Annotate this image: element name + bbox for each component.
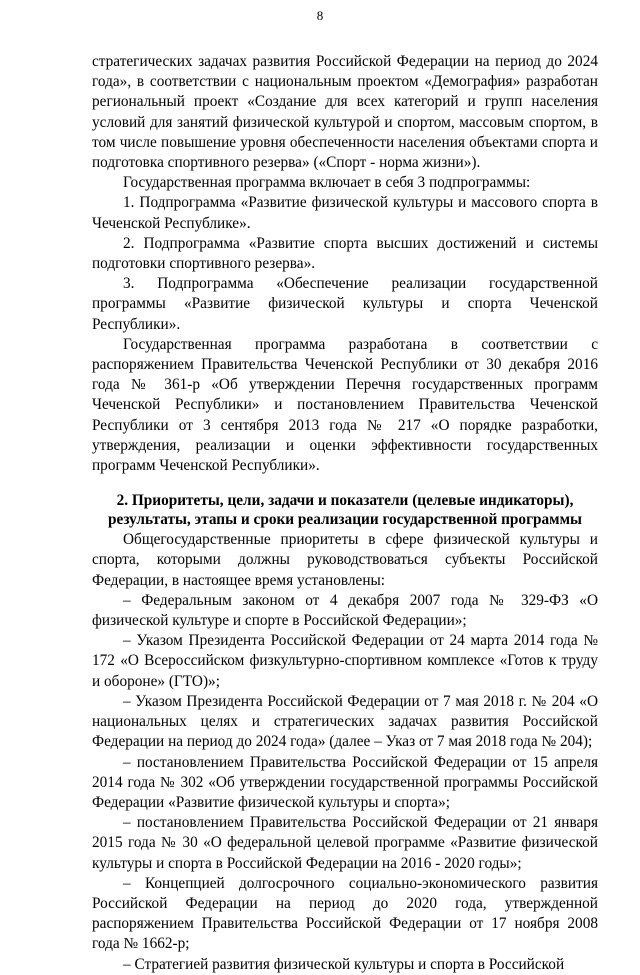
list-item-resolution-30: – постановлением Правительства Российской Федерации от 21 января 2015 года № 30 «О федеральной целевой программе «Развитие физической культуры и спорта в Российской Федерации на 2016 - 2020 годы»; <box>92 814 598 872</box>
subprogram-item-2: 2. Подпрограмма «Развитие спорта высших достижений и системы подготовки спортивного резерва». <box>92 234 598 273</box>
paragraph-subprograms-intro: Государственная программа включает в себя 3 подпрограммы: <box>123 174 531 192</box>
subprogram-item-3: 3. Подпрограмма «Обеспечение реализации государственной программы «Развитие физической культуры и спорта Чеченской Республики». <box>92 275 598 333</box>
paragraph-priorities-intro: Общегосударственные приоритеты в сфере физической культуры и спорта, которыми должны руководствоваться субъекты Российской Федерации, в настоящее время установлены: <box>92 531 598 589</box>
document-body <box>92 52 598 975</box>
paragraph-continuation: стратегических задачах развития Российской Федерации на период до 2024 года», в соответствии с национальным проектом «Демография» разработан региональный проект «Создание для всех категорий и групп населения условий для занятий физической культурой и спортом, массовым спортом, в том числе повышение уровня обеспеченности населения объектами спорта и подготовка спортивного резерва» («Спорт - норма жизни»). <box>92 53 598 172</box>
page-number: 8 <box>316 8 324 23</box>
list-item-decree-204: – Указом Президента Российской Федерации от 7 мая 2018 г. № 204 «О национальных целях и стратегических задачах развития Российской Федерации на период до 2024 года» (далее – Указ от 7 мая 2018 года № 204); <box>92 692 598 751</box>
list-item-federal-law: – Федеральным законом от 4 декабря 2007 года № 329-ФЗ «О физической культуре и спорте в Российской Федерации»; <box>92 591 598 630</box>
paragraph-legal-basis: Государственная программа разработана в соответствии с распоряжением Правительства Чеченской Республики от 30 декабря 2016 года № 361-р «Об утверждении Перечня государственных программ Чеченской Республики» и постановлением Правительства Чеченской Республики от 3 сентября 2013 года № 217 «О порядке разработки, утверждения, реализации и оценки эффективности государственных программ Чеченской Республики». <box>92 335 598 475</box>
section-heading: 2. Приоритеты, цели, задачи и показатели (целевые индикаторы), результаты, этапы и сроки реализации государственной программы <box>108 492 582 528</box>
list-item-strategy: – Стратегией развития физической культуры и спорта в Российской <box>123 955 565 973</box>
list-item-resolution-302: – постановлением Правительства Российской Федерации от 15 апреля 2014 года № 302 «Об утверждении государственной программы Российской Федерации «Развитие физической культуры и спорта»; <box>92 753 598 811</box>
subprogram-item-1: 1. Подпрограмма «Развитие физической культуры и массового спорта в Чеченской Республике». <box>92 194 598 232</box>
list-item-concept-2020: – Концепцией долгосрочного социально-экономического развития Российской Федерации на период до 2020 года, утвержденной распоряжением Правительства Российской Федерации от 17 ноября 2008 года № 1662-р; <box>92 874 598 953</box>
list-item-decree-gto: – Указом Президента Российской Федерации от 24 марта 2014 года № 172 «О Всероссийском физкультурно-спортивном комплексе «Готов к труду и обороне» (ГТО)»; <box>92 632 598 690</box>
